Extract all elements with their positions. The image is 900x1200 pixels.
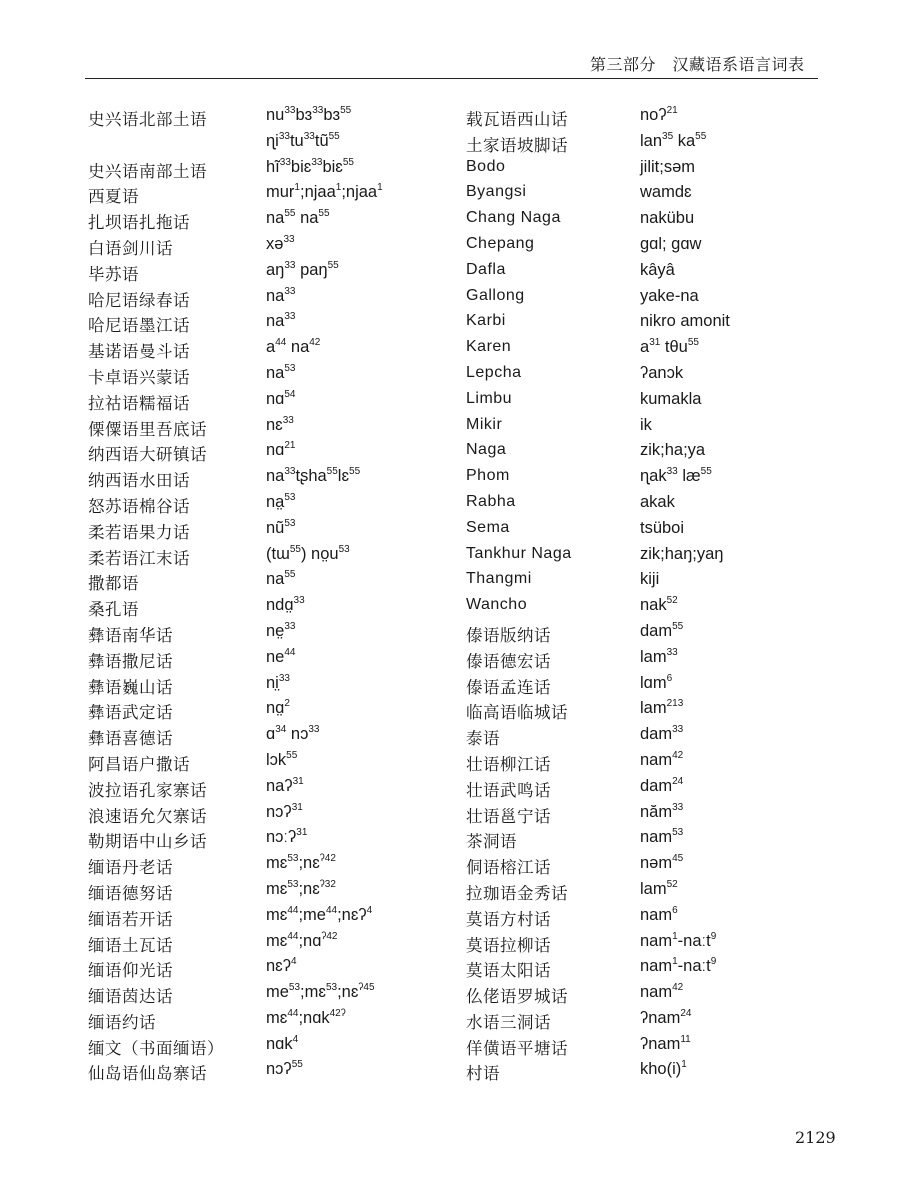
word-form: mɛ$^{44}$;nɑk$^{42ʔ}$ <box>266 1007 346 1027</box>
entry-row <box>466 1009 826 1035</box>
entry-row <box>466 312 826 338</box>
entry-row <box>88 1060 468 1086</box>
language-name: 拉珈语金秀话 <box>466 883 568 903</box>
word-form: nam$^{42}$ <box>640 749 684 769</box>
entry-row <box>466 132 826 158</box>
language-name: 哈尼语墨江话 <box>88 316 190 336</box>
entry-row <box>466 622 826 648</box>
word-form: mɛ$^{53}$;nɛ$^{ʔ32}$ <box>266 878 336 898</box>
language-name: 缅语茵达话 <box>88 987 173 1007</box>
word-form: nɑ̤$^2$ <box>266 698 290 718</box>
language-name: 阿昌语户撒话 <box>88 754 190 774</box>
language-name: 史兴语南部土语 <box>88 161 207 181</box>
entry-row <box>88 803 468 829</box>
language-name: Chang Naga <box>466 209 561 227</box>
language-name: 哈尼语绿春话 <box>88 290 190 310</box>
entry-row <box>466 261 826 287</box>
word-form: lan$^{35}$ $ka^{55}$ <box>640 130 707 150</box>
word-form: nɔʔ$^{55}$ <box>266 1059 303 1079</box>
language-name: 扎坝语扎拖话 <box>88 213 190 233</box>
language-name: 土家语坡脚话 <box>466 135 568 155</box>
word-form: kiji <box>640 570 660 589</box>
language-name: 佯僙语平塘话 <box>466 1038 568 1058</box>
word-form: nɛ$^{33}$ <box>266 414 294 434</box>
language-name: 彝语撒尼话 <box>88 651 173 671</box>
word-form: ik <box>640 415 652 434</box>
entry-row <box>466 467 826 493</box>
entry-row <box>88 209 468 235</box>
language-name: 水语三洞话 <box>466 1012 551 1032</box>
language-name: 仙岛语仙岛寨话 <box>88 1064 207 1084</box>
left-column <box>88 106 468 1086</box>
word-form: nɑk$^4$ <box>266 1033 299 1053</box>
entry-row <box>88 596 468 622</box>
word-form: gɑl; gɑw <box>640 234 702 253</box>
language-name: 傣语版纳话 <box>466 625 551 645</box>
word-form: $ɳi^{33}tu^{33}tũ^{55}$ <box>266 130 340 150</box>
language-name: Karen <box>466 338 512 356</box>
language-name: 缅文（书面缅语） <box>88 1038 224 1058</box>
word-form: nam$^{53}$ <box>640 827 684 847</box>
language-name: 缅语德努话 <box>88 883 173 903</box>
language-name: Phom <box>466 467 510 485</box>
entry-row <box>88 751 468 777</box>
word-form: lɑm$^6$ <box>640 672 673 692</box>
entry-row <box>88 674 468 700</box>
language-name: 彝语南华话 <box>88 625 173 645</box>
language-name: 莫语太阳话 <box>466 961 551 981</box>
entry-row <box>88 158 468 184</box>
word-form: $na^{55}$ $na^{55}$ <box>266 208 330 228</box>
word-form: $mɛ^{44};me^{44};nɛʔ^4$ <box>266 904 373 924</box>
language-name: 波拉语孔家寨话 <box>88 780 207 800</box>
right-column <box>466 106 826 1086</box>
word-form: wamdɛ <box>640 183 692 202</box>
language-name: 缅语若开话 <box>88 909 173 929</box>
word-form: $na^{33}tʂha^{55}lɛ^{55}$ <box>266 466 361 486</box>
word-form: $a^{44}$ $na^{42}$ <box>266 337 321 357</box>
entry-row <box>466 725 826 751</box>
entry-row <box>88 235 468 261</box>
language-name: Byangsi <box>466 183 527 201</box>
word-form: nakübu <box>640 209 695 228</box>
entry-row <box>466 957 826 983</box>
entry-row <box>466 545 826 571</box>
word-form: ndɑ̤$^{33}$ <box>266 595 305 615</box>
entry-row <box>466 983 826 1009</box>
entry-row <box>466 803 826 829</box>
language-name: Wancho <box>466 596 528 614</box>
language-name: Naga <box>466 441 507 459</box>
word-form: $nu^{33}bɜ^{33}bɜ^{55}$ <box>266 105 352 124</box>
entry-row <box>466 906 826 932</box>
entry-row <box>88 390 468 416</box>
word-form: $na^{53}$ <box>266 362 296 382</box>
entry-row <box>466 209 826 235</box>
word-form: $na^{33}$ <box>266 285 296 305</box>
word-form: $hĩ^{33}biɛ^{33}biɛ^{55}$ <box>266 156 354 176</box>
language-name: 史兴语北部土语 <box>88 110 207 129</box>
entry-row <box>466 235 826 261</box>
entry-row <box>88 312 468 338</box>
entry-row <box>88 132 468 158</box>
word-form: nam$^6$ <box>640 904 678 924</box>
word-form: nam$^1$-naːt$^9$ <box>640 956 717 976</box>
language-name: 缅语土瓦话 <box>88 935 173 955</box>
word-form: $me^{53};mɛ^{53};nɛ^{ʔ45}$ <box>266 982 375 1002</box>
language-name: 泰语 <box>466 729 500 749</box>
entry-row <box>466 699 826 725</box>
entry-row <box>88 880 468 906</box>
entry-row <box>88 957 468 983</box>
word-form: nɛʔ$^4$ <box>266 956 297 976</box>
language-name: 彝语武定话 <box>88 703 173 723</box>
language-name: 纳西语大研镇话 <box>88 445 207 465</box>
word-form: dam$^{33}$ <box>640 724 684 744</box>
word-form: lam$^{52}$ <box>640 878 678 898</box>
word-form: lɔk$^{55}$ <box>266 749 298 769</box>
language-name: 缅语丹老话 <box>88 858 173 878</box>
language-name: 载瓦语西山话 <box>466 110 568 129</box>
word-form: yake-na <box>640 286 699 305</box>
word-form: nikro amonit <box>640 312 730 331</box>
language-name: Bodo <box>466 157 506 175</box>
language-name: 柔若语果力话 <box>88 522 190 542</box>
entry-row <box>88 416 468 442</box>
entry-row <box>466 183 826 209</box>
entry-row <box>466 338 826 364</box>
language-name: 拉祜语糯福话 <box>88 393 190 413</box>
entry-row <box>88 699 468 725</box>
language-name: 勒期语中山乡话 <box>88 832 207 852</box>
word-form: mɛ$^{44}$;nɑ$^{ʔ42}$ <box>266 930 338 950</box>
word-form: dam$^{55}$ <box>640 620 684 640</box>
entry-row <box>466 880 826 906</box>
language-name: 撒都语 <box>88 574 139 594</box>
word-form: dam$^{24}$ <box>640 775 684 795</box>
entry-row <box>466 519 826 545</box>
language-name: 侗语榕江话 <box>466 858 551 878</box>
language-name: 壮语柳江话 <box>466 754 551 774</box>
word-form: nam$^1$-naːt$^9$ <box>640 930 717 950</box>
language-name: Lepcha <box>466 363 522 381</box>
header-rule <box>85 78 818 79</box>
entry-row <box>466 390 826 416</box>
language-name: Karbi <box>466 312 506 330</box>
language-name: 浪速语允欠寨话 <box>88 806 207 826</box>
word-form: nam$^{42}$ <box>640 982 684 1002</box>
language-name: 莫语方村话 <box>466 909 551 929</box>
language-name: 纳西语水田话 <box>88 471 190 491</box>
language-name: 壮语邕宁话 <box>466 806 551 826</box>
entry-row <box>466 106 826 132</box>
language-name: Gallong <box>466 286 525 304</box>
word-form: kumakla <box>640 389 702 408</box>
page-number: 2129 <box>795 1128 836 1147</box>
word-form: mɛ$^{53}$;nɛ$^{ʔ42}$ <box>266 853 336 873</box>
language-name: 临高语临城话 <box>466 703 568 723</box>
word-form: kâyâ <box>640 260 675 279</box>
word-form: zik;ha;ya <box>640 441 706 460</box>
entry-row <box>466 570 826 596</box>
word-form: năm$^{33}$ <box>640 801 684 821</box>
language-name: Sema <box>466 518 510 536</box>
entry-row <box>466 596 826 622</box>
language-name: 西夏语 <box>88 187 139 207</box>
word-form: $na^{33}$ <box>266 311 296 331</box>
word-form: ʔanɔk <box>640 363 684 382</box>
entry-row <box>88 441 468 467</box>
language-name: 傣语德宏话 <box>466 651 551 671</box>
word-form: $na^{55}$ <box>266 569 296 589</box>
word-form: akak <box>640 492 675 511</box>
entry-row <box>88 106 468 132</box>
language-name: 卡卓语兴蒙话 <box>88 367 190 387</box>
word-form: $a^{31}$ tθu$^{55}$ <box>640 337 699 357</box>
language-name: 彝语巍山话 <box>88 677 173 697</box>
word-form: lam$^{33}$ <box>640 646 678 666</box>
entry-row <box>88 493 468 519</box>
entry-row <box>88 932 468 958</box>
word-form: ɑ$^{34}$ nɔ$^{33}$ <box>266 724 320 744</box>
word-form: nɔʔ$^{31}$ <box>266 801 303 821</box>
language-name: Chepang <box>466 234 535 252</box>
word-form: $nũ^{53}$ <box>266 517 296 537</box>
entry-row <box>466 1060 826 1086</box>
word-form: nɔːʔ$^{31}$ <box>266 827 308 847</box>
entry-row <box>88 467 468 493</box>
entry-row <box>466 287 826 313</box>
entry-row <box>88 287 468 313</box>
language-name: 柔若语江末话 <box>88 548 190 568</box>
entry-row <box>88 622 468 648</box>
entry-row <box>466 441 826 467</box>
entry-row <box>466 416 826 442</box>
language-name: 怒苏语棉谷话 <box>88 496 190 516</box>
running-header: 第三部分 汉藏语系语言词表 <box>590 55 805 74</box>
entry-row <box>466 828 826 854</box>
language-name: 村语 <box>466 1064 500 1084</box>
word-form: nak$^{52}$ <box>640 595 678 615</box>
entry-row <box>466 932 826 958</box>
entry-row <box>88 725 468 751</box>
entry-row <box>88 1035 468 1061</box>
entry-row <box>88 261 468 287</box>
entry-row <box>466 674 826 700</box>
entry-row <box>88 364 468 390</box>
language-name: 基诺语曼斗话 <box>88 342 190 362</box>
entry-row <box>466 1035 826 1061</box>
word-form: $kho(i)^1$ <box>640 1059 687 1079</box>
entry-row <box>466 854 826 880</box>
language-name: 壮语武鸣话 <box>466 780 551 800</box>
entry-row <box>88 777 468 803</box>
entry-row <box>88 983 468 1009</box>
language-name: 茶洞语 <box>466 832 517 852</box>
entry-row <box>466 777 826 803</box>
entry-row <box>88 183 468 209</box>
word-form: ɳak$^{33}$ $læ^{55}$ <box>640 466 712 486</box>
word-form: ʔnam$^{11}$ <box>640 1033 691 1053</box>
language-name: 傈僳语里吾底话 <box>88 419 207 439</box>
word-form: lam$^{213}$ <box>640 698 684 718</box>
language-name: 傣语孟连话 <box>466 677 551 697</box>
entry-row <box>466 158 826 184</box>
entry-row <box>88 519 468 545</box>
entry-row <box>88 648 468 674</box>
language-name: 缅语约话 <box>88 1012 156 1032</box>
entry-row <box>466 493 826 519</box>
word-form: xə$^{33}$ <box>266 233 295 253</box>
language-name: 毕苏语 <box>88 264 139 284</box>
word-form: na̤$^{53}$ <box>266 491 296 511</box>
word-form: noʔ$^{21}$ <box>640 105 678 124</box>
word-form: nɑ$^{54}$ <box>266 388 296 408</box>
word-form: nəm$^{45}$ <box>640 853 684 873</box>
entry-row <box>88 1009 468 1035</box>
language-name: 缅语仰光话 <box>88 961 173 981</box>
entry-row <box>88 854 468 880</box>
language-name: 桑孔语 <box>88 600 139 620</box>
language-name: Rabha <box>466 492 516 510</box>
word-form: nɑ$^{21}$ <box>266 440 296 460</box>
word-form: $aŋ^{33}$ paŋ$^{55}$ <box>266 259 339 279</box>
entry-row <box>466 364 826 390</box>
word-form: tsüboi <box>640 518 685 537</box>
language-name: 白语剑川话 <box>88 238 173 258</box>
language-name: Limbu <box>466 389 513 407</box>
language-name: 仫佬语罗城话 <box>466 987 568 1007</box>
entry-row <box>466 648 826 674</box>
language-name: Tankhur Naga <box>466 544 572 562</box>
language-name: Dafla <box>466 260 506 278</box>
entry-row <box>88 906 468 932</box>
word-form: $ne^{44}$ <box>266 646 296 666</box>
word-form: ʔnam$^{24}$ <box>640 1007 692 1027</box>
language-name: 莫语拉柳话 <box>466 935 551 955</box>
entry-row <box>88 545 468 571</box>
word-form: jilit;səm <box>640 157 696 176</box>
entry-row <box>88 570 468 596</box>
entry-row <box>88 828 468 854</box>
word-form: ni̤$^{33}$ <box>266 672 290 692</box>
word-form: (tɯ$^{55}$) $no̤u^{53}$ <box>266 543 350 563</box>
word-form: ne̤$^{33}$ <box>266 620 296 640</box>
word-form: naʔ$^{31}$ <box>266 775 304 795</box>
word-form: mur$^1$;njaa$^1$;njaa$^1$ <box>266 182 383 202</box>
word-form: zik;haŋ;yaŋ <box>640 544 724 563</box>
language-name: Mikir <box>466 415 503 433</box>
entry-row <box>88 338 468 364</box>
language-name: Thangmi <box>466 570 532 588</box>
language-name: 彝语喜德话 <box>88 729 173 749</box>
entry-row <box>466 751 826 777</box>
